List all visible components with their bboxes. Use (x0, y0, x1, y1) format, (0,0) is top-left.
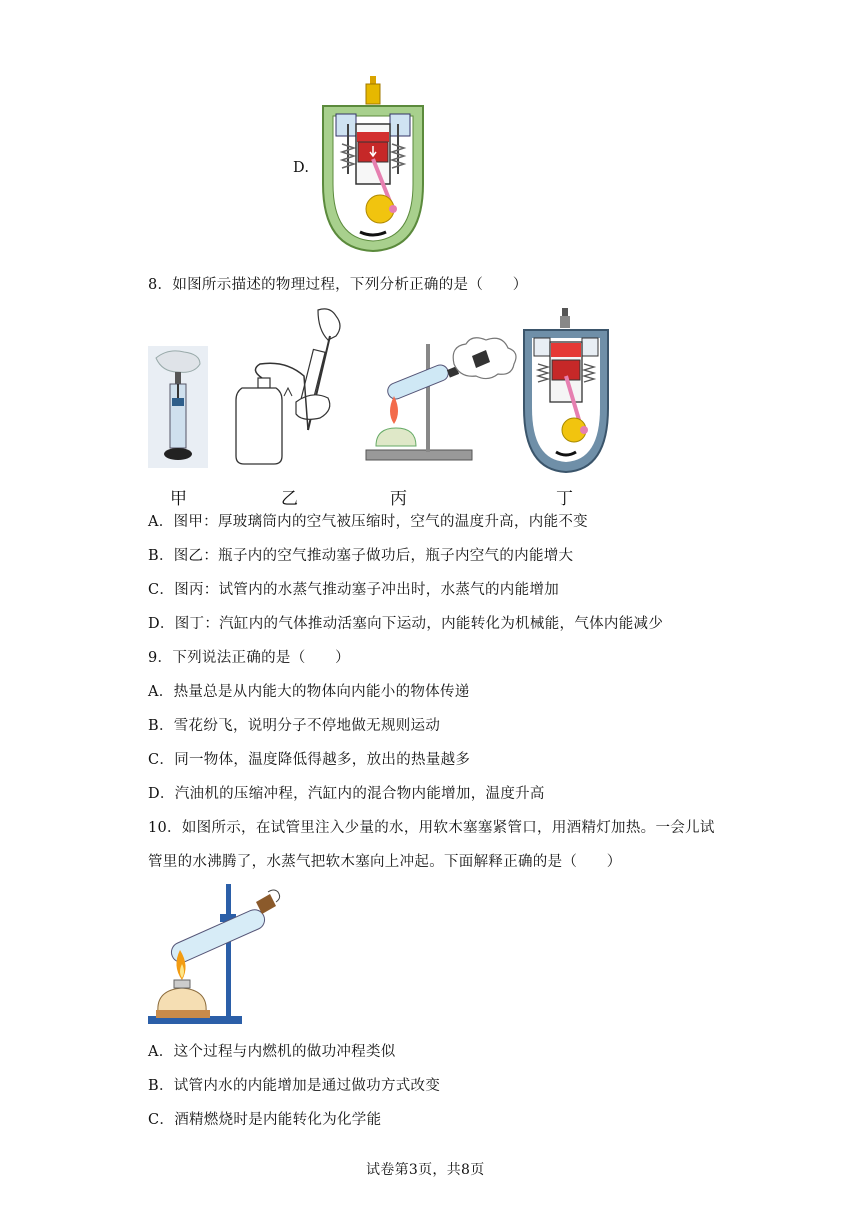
q9-option-b: B．雪花纷飞，说明分子不停地做无规则运动 (148, 718, 441, 734)
figure-ding-engine (520, 308, 612, 474)
q8-option-c: C．图丙：试管内的水蒸气推动塞子冲出时，水蒸气的内能增加 (148, 582, 559, 598)
q10-test-tube-figure (144, 880, 284, 1028)
caption-jia: 甲 (170, 489, 187, 509)
q10-option-b: B．试管内水的内能增加是通过做功方式改变 (148, 1078, 441, 1094)
q10-stem-line1: 10．如图所示，在试管里注入少量的水，用软木塞塞紧管口，用酒精灯加热。一会儿试 (148, 820, 715, 836)
q9-option-d: D．汽油机的压缩冲程，汽缸内的混合物内能增加，温度升高 (148, 786, 545, 802)
caption-bing: 丙 (390, 489, 407, 509)
caption-ding: 丁 (556, 489, 573, 509)
figure-bing-test-tube-heating (362, 334, 522, 464)
caption-yi: 乙 (281, 489, 298, 509)
q10-stem-line2: 管里的水沸腾了，水蒸气把软木塞向上冲起。下面解释正确的是（ ） (148, 854, 622, 870)
q9-stem: 9．下列说法正确的是（ ） (148, 650, 350, 666)
page-footer: 试卷第3页，共8页 (366, 1162, 485, 1178)
q8-option-b: B．图乙：瓶子内的空气推动塞子做功后，瓶子内空气的内能增大 (148, 548, 574, 564)
figure-jia-compression-tube (148, 346, 208, 468)
option-d-label: D. (293, 160, 310, 176)
q8-option-a: A．图甲：厚玻璃筒内的空气被压缩时，空气的温度升高，内能不变 (148, 514, 588, 530)
q8-option-d: D．图丁：汽缸内的气体推动活塞向下运动，内能转化为机械能，气体内能减少 (148, 616, 664, 632)
q9-option-c: C．同一物体，温度降低得越多，放出的热量越多 (148, 752, 471, 768)
figure-yi-bottle-pump (232, 306, 350, 468)
engine-diagram-d (318, 74, 428, 256)
q8-stem: 8．如图所示描述的物理过程，下列分析正确的是（ ） (148, 277, 528, 293)
q10-option-a: A．这个过程与内燃机的做功冲程类似 (148, 1044, 396, 1060)
q9-option-a: A．热量总是从内能大的物体向内能小的物体传递 (148, 684, 470, 700)
q10-option-c: C．酒精燃烧时是内能转化为化学能 (148, 1112, 382, 1128)
